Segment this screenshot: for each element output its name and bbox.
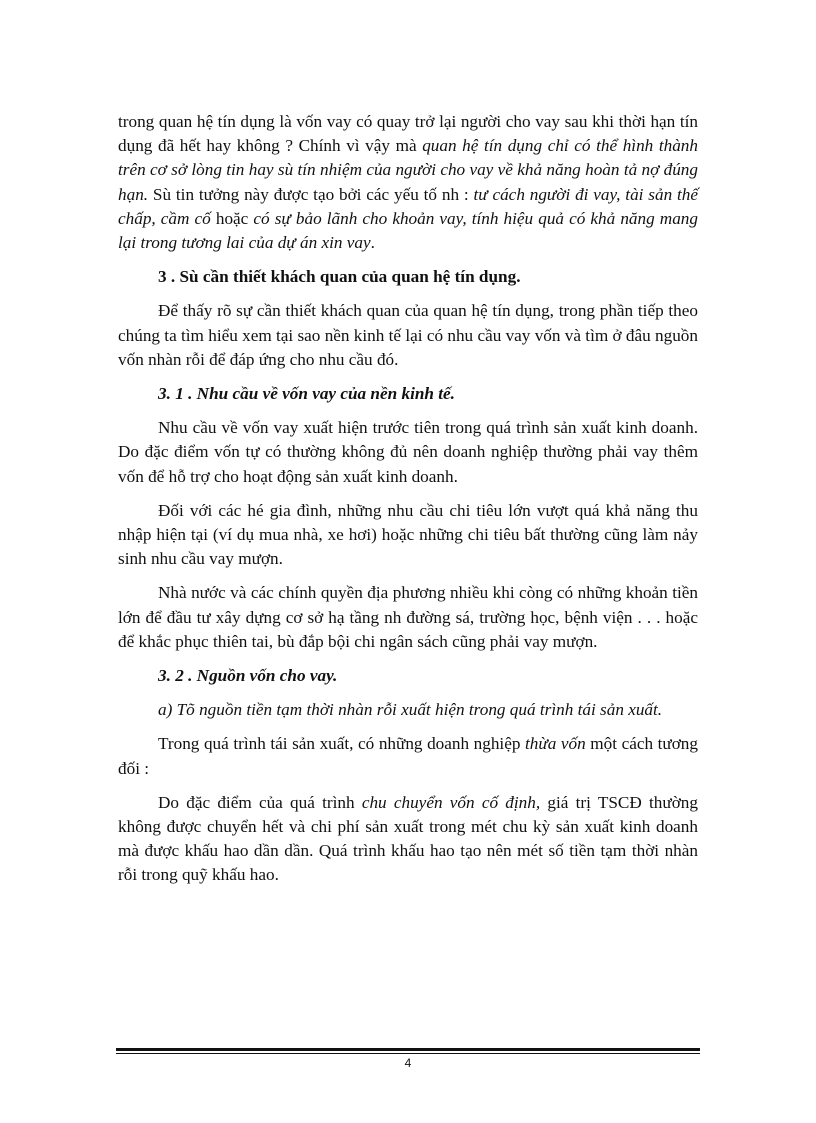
paragraph-intro: Để thấy rõ sự cần thiết khách quan của quan hệ tín dụng, trong phần tiếp theo chúng ta tìm hiểu xem tại sao nền kinh tế lại có nhu cầu vay vốn và tìm ở đâu nguồn vốn nhàn rỗi để đáp ứng cho nhu cầu đó. xyxy=(118,301,698,369)
italic-run: chu chuyển vốn cố định, xyxy=(361,792,541,812)
footer-rule-thick xyxy=(116,1048,700,1051)
text-run: giá trị TSCĐ thường không được chuyển hết và chi phí sản xuất trong mét chu kỳ sản xuất kinh doanh mà được khấu hao dần dần. Quá trình khấu hao tạo nên mét số tiền tạm thời nhàn rỗi trong quỹ khấu hao. xyxy=(118,792,698,885)
footer-rule-thin xyxy=(116,1053,700,1054)
text-run: một cách tương đối : xyxy=(118,734,698,778)
page-number: 4 xyxy=(404,1056,412,1070)
paragraph-government-demand: Nhà nước và các chính quyền địa phương nhiều khi còng có những khoản tiền lớn để đầu tư xây dựng cơ sở hạ tầng nh đường sá, trường học, bệnh viện . . . hoặc để khắc phục thiên tai, bù đắp bội chi ngân sách cũng phải vay mượn. xyxy=(118,583,698,651)
text-run: hoặc xyxy=(210,208,254,228)
italic-run: quan hệ tín dụng chỉ có thể hình thành trên cơ sở lòng tin hay sù tín nhiệm của người cho vay về khả năng hoàn tả nợ đúng hạn. xyxy=(118,136,698,204)
section-heading-3-1: 3. 1 . Nhu cầu về vốn vay của nền kinh tế. xyxy=(158,384,455,404)
page-body xyxy=(118,110,698,898)
section-heading-3-2: 3. 2 . Nguồn vốn cho vay. xyxy=(158,666,338,686)
text-run: Sù tin tưởng này được tạo bởi các yếu tố nh : xyxy=(148,184,474,204)
text-run: trong quan hệ tín dụng là vốn vay có quay trở lại người cho vay sau khi thời hạn tín dụng đã hết hay không ? Chính vì vậy mà xyxy=(118,112,698,156)
paragraph-business-demand: Nhu cầu về vốn vay xuất hiện trước tiên trong quá trình sản xuất kinh doanh. Do đặc điểm vốn tự có thường không đủ nên doanh nghiệp thường phải vay thêm vốn để hỗ trợ cho hoạt động sản xuất kinh doanh. xyxy=(118,418,698,486)
paragraph-credit-trust xyxy=(118,110,698,255)
section-heading-3: 3 . Sù cần thiết khách quan của quan hệ tín dụng. xyxy=(158,267,521,287)
text-run: Do đặc điểm của quá trình xyxy=(158,792,362,812)
paragraph-depreciation xyxy=(118,791,698,888)
text-run: Trong quá trình tái sản xuất, có những doanh nghiệp xyxy=(158,734,525,754)
italic-run: thừa vốn xyxy=(525,734,586,754)
italic-run: tư cách người đi vay, tài sản thế chấp, cầm cố xyxy=(118,184,698,228)
paragraph-household-demand: Đối với các hé gia đình, những nhu cầu chi tiêu lớn vượt quá khả năng thu nhập hiện tại (ví dụ mua nhà, xe hơi) hoặc những chi tiêu bất thường cũng làm nảy sinh nhu cầu vay mượn. xyxy=(118,500,698,569)
italic-run: có sự bảo lãnh cho khoản vay, tính hiệu quả có khả năng mang lại trong tương lai của dự án xin vay xyxy=(118,208,698,253)
paragraph-surplus-capital xyxy=(118,732,698,780)
paragraph-idle-funds: a) Tõ nguồn tiền tạm thời nhàn rỗi xuất hiện trong quá trình tái sản xuất. xyxy=(158,700,663,720)
text-run: . xyxy=(370,233,375,253)
